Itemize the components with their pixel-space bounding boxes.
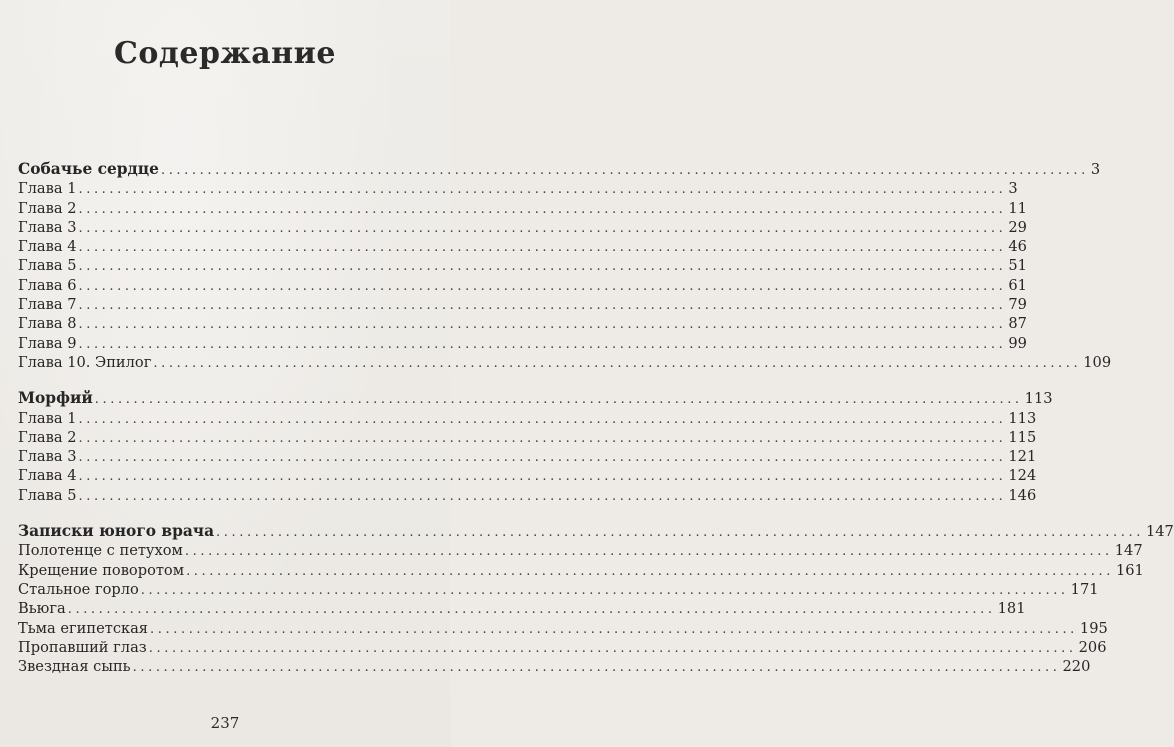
leader-dots: ........................................................................................................................ — [94, 392, 1023, 408]
toc-page-number: 195 — [1079, 619, 1108, 637]
table-of-contents — [18, 160, 1174, 693]
toc-section-title: Записки юного врача — [18, 522, 215, 541]
toc-page-number: 29 — [1008, 218, 1027, 236]
toc-page-number: 3 — [1090, 161, 1101, 178]
toc-page-number: 147 — [1145, 523, 1174, 541]
leader-dots: ........................................................................................................................ — [78, 220, 1007, 236]
toc-entry-label: Глава 2 — [18, 199, 77, 217]
toc-page-number: 161 — [1115, 561, 1144, 579]
leader-dots: ........................................................................................................................ — [78, 182, 1007, 198]
toc-entry-label: Глава 9 — [18, 334, 77, 352]
toc-entry-label: Тьма египетская — [18, 619, 149, 637]
leader-dots: ........................................................................................................................ — [78, 201, 1007, 217]
toc-section-title: Собачье сердце — [18, 160, 159, 178]
toc-page-number: 147 — [1114, 542, 1143, 560]
toc-entry-label: Звездная сыпь — [18, 658, 131, 676]
toc-entry — [18, 657, 1091, 676]
toc-section-heading — [18, 522, 1174, 541]
leader-dots: ........................................................................................................................ — [67, 602, 996, 618]
leader-dots: ........................................................................................................................ — [78, 278, 1007, 294]
toc-page-number: 51 — [1008, 257, 1027, 275]
leader-dots: ........................................................................................................................ — [153, 355, 1082, 371]
leader-dots: ........................................................................................................................ — [186, 563, 1114, 579]
toc-entry-label: Глава 3 — [18, 448, 77, 466]
toc-page-number: 61 — [1008, 276, 1027, 294]
leader-dots: ........................................................................................................................ — [160, 163, 1089, 178]
toc-page-number: 206 — [1078, 638, 1107, 656]
toc-entry — [18, 486, 1037, 505]
toc-page-number: 87 — [1008, 315, 1027, 333]
leader-dots: ........................................................................................................................ — [78, 488, 1007, 504]
leader-dots: ........................................................................................................................ — [78, 469, 1007, 485]
leader-dots: ........................................................................................................................ — [132, 660, 1061, 676]
toc-entry-label: Полотенце с петухом — [18, 542, 183, 560]
leader-dots: ........................................................................................................................ — [78, 430, 1007, 446]
toc-entry-label: Глава 6 — [18, 276, 77, 294]
toc-entry — [18, 295, 1027, 314]
leader-dots: ........................................................................................................................ — [148, 640, 1077, 656]
toc-page-number: 113 — [1024, 390, 1053, 408]
toc-page-number: 124 — [1008, 467, 1037, 485]
toc-page-number: 99 — [1008, 334, 1027, 352]
toc-page-number: 79 — [1008, 296, 1027, 314]
page-title: Содержание — [114, 36, 336, 71]
toc-entry — [18, 599, 1026, 618]
toc-entry — [18, 447, 1037, 466]
leader-dots: ........................................................................................................................ — [150, 621, 1078, 637]
toc-entry-label: Глава 8 — [18, 315, 77, 333]
toc-entry — [18, 218, 1027, 237]
toc-entry-label: Вьюга — [18, 600, 66, 618]
toc-entry — [18, 334, 1027, 353]
toc-entry-label: Глава 3 — [18, 218, 77, 236]
toc-entry-label: Глава 4 — [18, 467, 77, 485]
toc-entry — [18, 580, 1099, 599]
toc-page-number: 146 — [1008, 486, 1037, 504]
toc-page-number: 121 — [1008, 448, 1037, 466]
toc-entry — [18, 353, 1112, 372]
page-number: 237 — [210, 714, 240, 732]
toc-entry-label: Глава 7 — [18, 296, 77, 314]
leader-dots: ........................................................................................................................ — [78, 411, 1007, 427]
leader-dots: ........................................................................................................................ — [78, 259, 1007, 275]
toc-page-number: 220 — [1062, 658, 1091, 676]
leader-dots: ........................................................................................................................ — [78, 298, 1007, 314]
leader-dots: ........................................................................................................................ — [140, 582, 1069, 598]
toc-section-heading — [18, 389, 1053, 408]
toc-entry — [18, 638, 1107, 657]
toc-page-number: 113 — [1008, 409, 1037, 427]
toc-page-number: 11 — [1008, 199, 1027, 217]
leader-dots: ........................................................................................................................ — [78, 336, 1007, 352]
toc-entry — [18, 256, 1027, 275]
toc-entry-label: Стальное горло — [18, 580, 139, 598]
toc-entry-label: Глава 4 — [18, 238, 77, 256]
toc-entry-label: Глава 5 — [18, 257, 77, 275]
toc-entry — [18, 561, 1144, 580]
toc-page-number: 115 — [1008, 428, 1037, 446]
leader-dots: ........................................................................................................................ — [78, 450, 1007, 466]
toc-entry — [18, 199, 1027, 218]
toc-section-heading — [18, 160, 1101, 179]
toc-section-sobachye-serdtse — [18, 160, 1112, 372]
toc-entry-label: Глава 1 — [18, 180, 77, 198]
toc-section-title: Морфий — [18, 389, 93, 408]
toc-page-number: 171 — [1070, 580, 1099, 598]
toc-entry — [18, 179, 1018, 198]
toc-page-number: 46 — [1008, 238, 1027, 256]
leader-dots: ........................................................................................................................ — [184, 544, 1113, 560]
toc-entry-label: Пропавший глаз — [18, 638, 147, 656]
toc-entry — [18, 619, 1108, 638]
toc-entry — [18, 428, 1037, 447]
toc-entry — [18, 276, 1027, 295]
leader-dots: ........................................................................................................................ — [78, 317, 1007, 333]
toc-page-number: 109 — [1083, 353, 1112, 371]
toc-entry-label: Глава 5 — [18, 486, 77, 504]
toc-section-zapiski-yunogo-vracha — [18, 522, 1174, 676]
toc-entry-label: Крещение поворотом — [18, 561, 185, 579]
toc-entry — [18, 314, 1027, 333]
toc-entry — [18, 466, 1037, 485]
toc-entry-label: Глава 10. Эпилог — [18, 353, 152, 371]
toc-entry — [18, 409, 1037, 428]
toc-page-number: 3 — [1008, 180, 1018, 198]
leader-dots: ........................................................................................................................ — [78, 240, 1007, 256]
toc-entry-label: Глава 1 — [18, 409, 77, 427]
leader-dots: ........................................................................................................................ — [216, 525, 1144, 541]
toc-page-number: 181 — [997, 600, 1026, 618]
toc-entry — [18, 237, 1027, 256]
toc-section-morfiy — [18, 389, 1053, 505]
toc-entry — [18, 541, 1143, 560]
toc-entry-label: Глава 2 — [18, 428, 77, 446]
